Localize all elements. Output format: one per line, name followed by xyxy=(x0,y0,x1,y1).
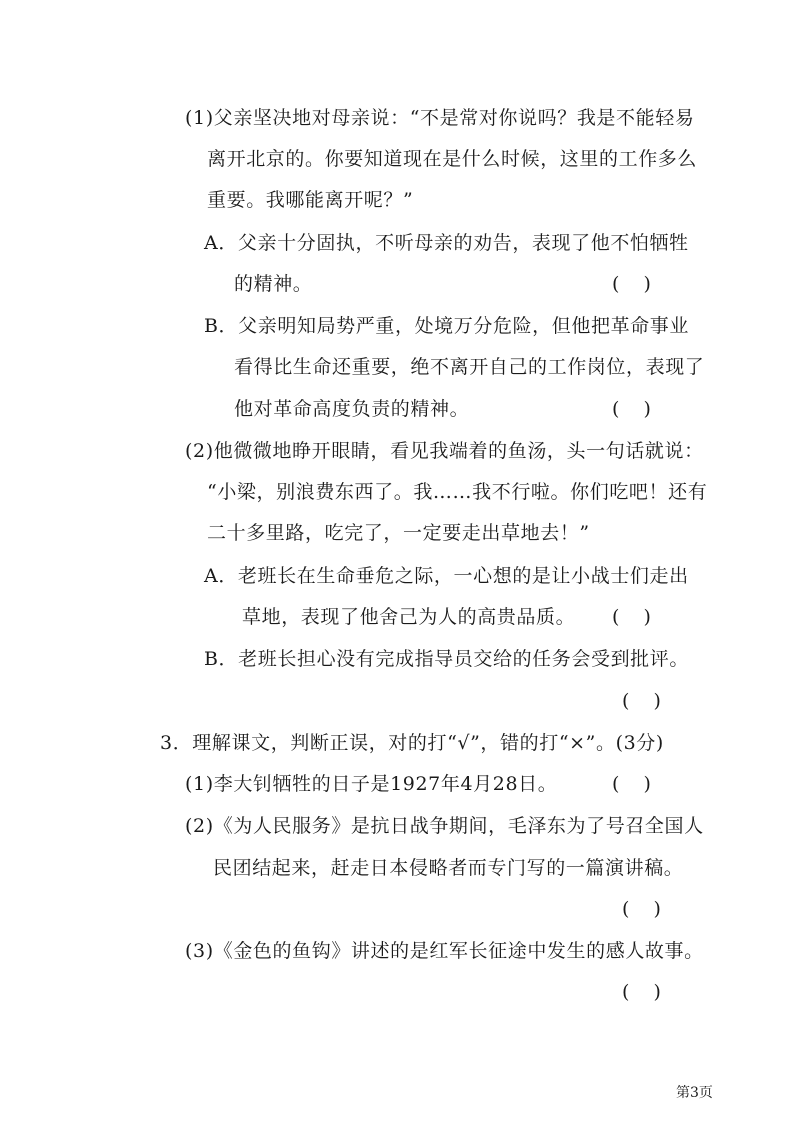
q2-quote-line-3: 二十多里路，吃完了，一定要走出草地去！” xyxy=(207,522,590,544)
section3-item-1-answer-blank[interactable]: ( ) xyxy=(612,773,651,795)
q1-option-a-answer-blank[interactable]: ( ) xyxy=(612,273,651,295)
section3-item-2-line-1: (2)《为人民服务》是抗日战争期间，毛泽东为了号召全国人 xyxy=(185,815,704,837)
q1-option-a-line-2: 的精神。 xyxy=(234,273,313,295)
q2-option-b-answer-blank[interactable]: ( ) xyxy=(622,690,661,712)
page-number: 第3页 xyxy=(676,1085,713,1101)
q1-quote-line-3: 重要。我哪能离开呢？” xyxy=(207,189,414,211)
q1-option-b-line-2: 看得比生命还重要，绝不离开自己的工作岗位，表现了 xyxy=(234,356,705,378)
q2-option-a-answer-blank[interactable]: ( ) xyxy=(612,606,651,628)
q2-option-a-line-2: 草地，表现了他舍己为人的高贵品质。 xyxy=(242,606,576,628)
q1-option-b-line-1: B．父亲明知局势严重，处境万分危险，但他把革命事业 xyxy=(204,315,689,337)
q1-quote-line-2: 离开北京的。你要知道现在是什么时候，这里的工作多么 xyxy=(207,148,698,170)
section3-heading: 3．理解课文，判断正误，对的打“√”，错的打“×”。(3分) xyxy=(160,732,664,754)
section3-item-1: (1)李大钊牺牲的日子是1927年4月28日。 xyxy=(185,773,558,795)
section3-item-3-answer-blank[interactable]: ( ) xyxy=(622,981,661,1003)
section3-item-3: (3)《金色的鱼钩》讲述的是红军长征途中发生的感人故事。 xyxy=(185,940,704,962)
q1-option-b-line-3: 他对革命高度负责的精神。 xyxy=(234,398,470,420)
q2-quote-line-1: (2)他微微地睁开眼睛，看见我端着的鱼汤，头一句话就说： xyxy=(185,440,704,462)
q2-option-a-line-1: A．老班长在生命垂危之际，一心想的是让小战士们走出 xyxy=(204,565,689,587)
q1-option-b-answer-blank[interactable]: ( ) xyxy=(612,398,651,420)
section3-item-2-line-2: 民团结起来，赶走日本侵略者而专门写的一篇演讲稿。 xyxy=(213,857,684,879)
q2-quote-line-2: “小梁，别浪费东西了。我……我不行啦。你们吃吧！还有 xyxy=(207,481,708,503)
section3-item-2-answer-blank[interactable]: ( ) xyxy=(622,898,661,920)
q1-option-a-line-1: A．父亲十分固执，不听母亲的劝告，表现了他不怕牺牲 xyxy=(204,232,689,254)
q2-option-b-line-1: B．老班长担心没有完成指导员交给的任务会受到批评。 xyxy=(204,648,689,670)
q1-quote-line-1: (1)父亲坚决地对母亲说：“不是常对你说吗？我是不能轻易 xyxy=(185,107,695,129)
